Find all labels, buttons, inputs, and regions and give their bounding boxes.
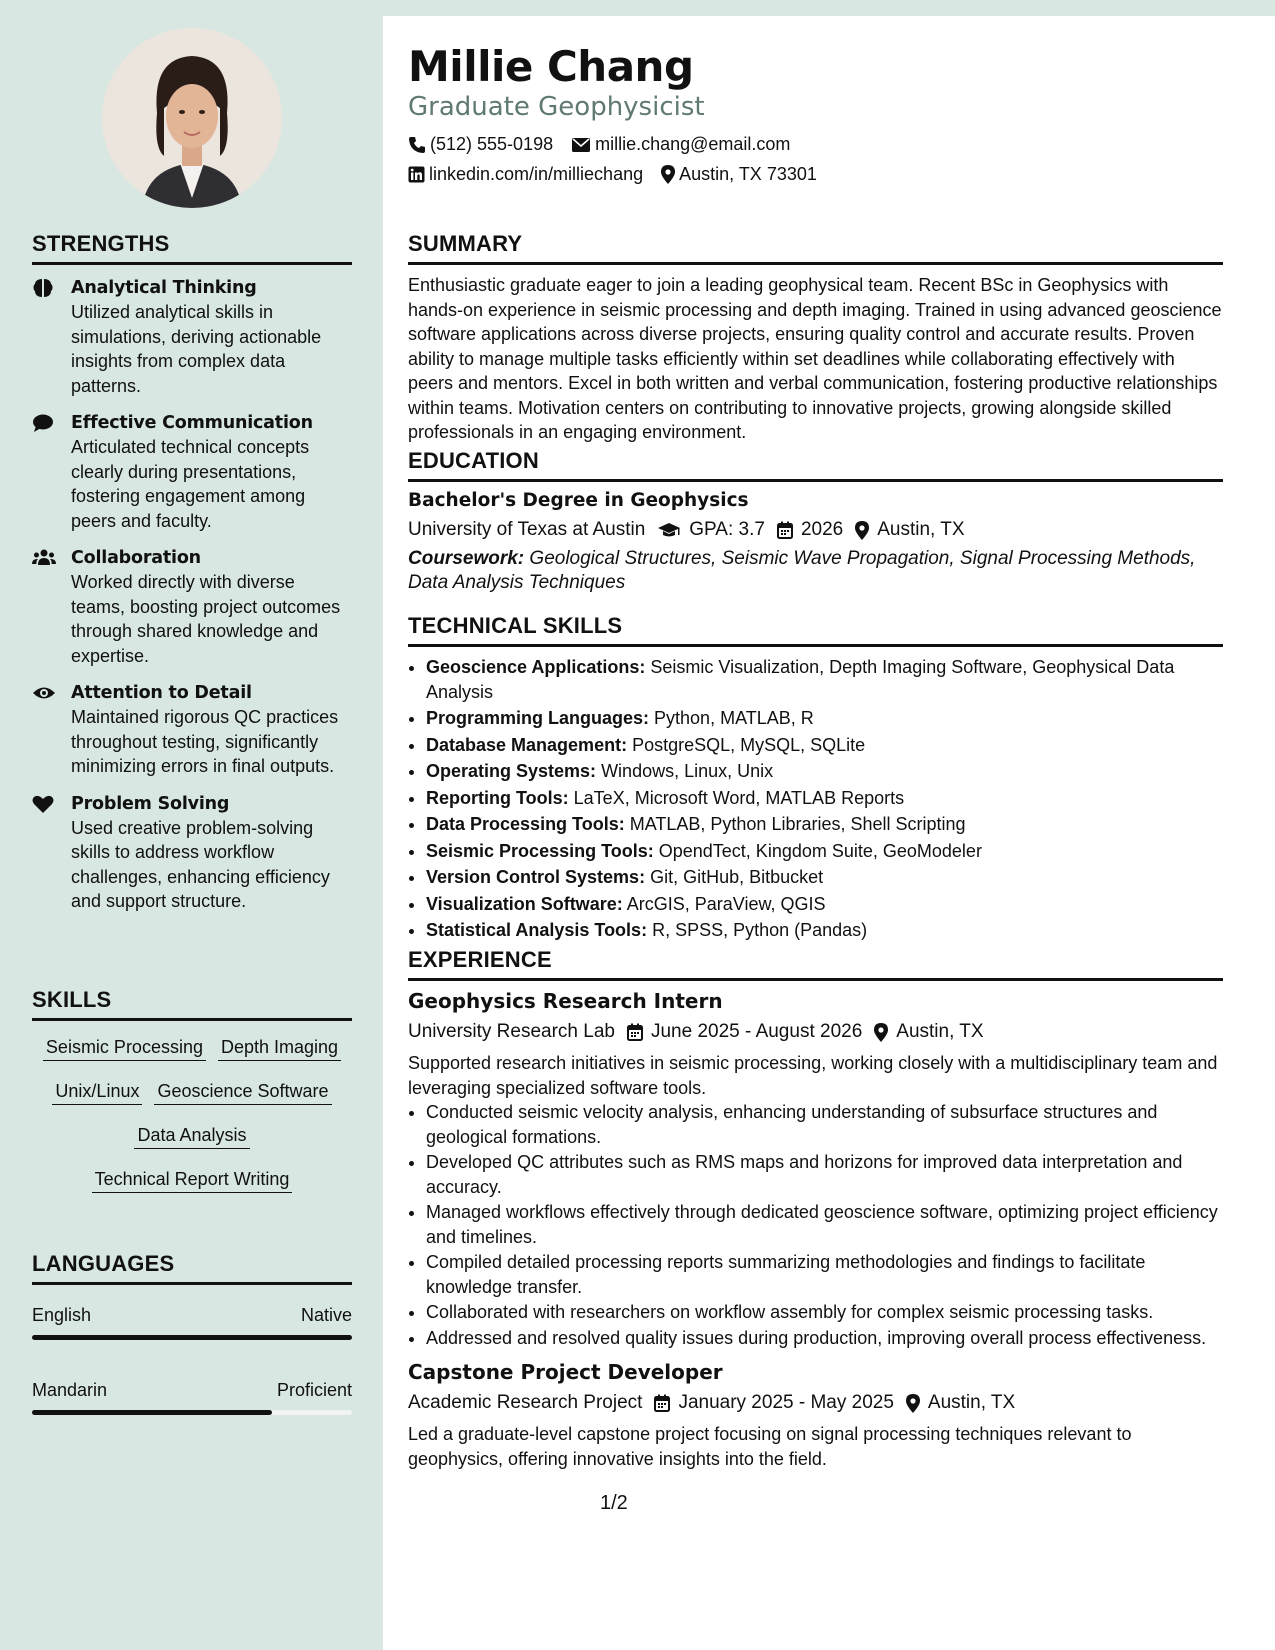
map-pin-icon <box>661 165 675 184</box>
summary-title: SUMMARY <box>408 231 1223 265</box>
job-title: Capstone Project Developer <box>408 1360 723 1384</box>
email-text: millie.chang@email.com <box>595 134 791 154</box>
main-content <box>383 16 1275 1650</box>
strength-item <box>32 682 352 779</box>
contact-row <box>408 164 835 185</box>
skill-label: Database Management: <box>426 734 628 755</box>
language-bar <box>32 1410 352 1415</box>
map-pin-icon <box>874 1023 888 1042</box>
languages-section <box>32 1251 352 1415</box>
education-meta <box>408 519 1223 541</box>
linkedin-item[interactable] <box>408 164 643 185</box>
calendar-icon <box>627 1023 643 1041</box>
list-item <box>426 892 1223 917</box>
language-item <box>32 1380 352 1415</box>
education-title: EDUCATION <box>408 448 1223 482</box>
job-dates: June 2025 - August 2026 <box>650 1021 863 1042</box>
list-item <box>426 786 1223 811</box>
job-org: University Research Lab <box>408 1021 615 1042</box>
strength-title: Problem Solving <box>71 793 230 814</box>
job-location: Austin, TX <box>896 1021 984 1042</box>
strength-desc: Used creative problem-solving skills to address workflow challenges, enhancing efficiency and support structure. <box>71 817 330 911</box>
strength-item <box>32 793 352 914</box>
list-item <box>426 706 1223 731</box>
experience-title: EXPERIENCE <box>408 947 1223 981</box>
job-meta <box>396 1021 1223 1043</box>
strengths-title: STRENGTHS <box>32 231 352 265</box>
strength-item <box>32 547 352 668</box>
heart-icon <box>32 794 56 816</box>
list-item <box>426 812 1223 837</box>
linkedin-icon <box>408 166 425 183</box>
linkedin-text: linkedin.com/in/milliechang <box>429 164 644 184</box>
graduation-cap-icon <box>657 521 681 539</box>
list-item: • Developed QC attributes such as RMS maps and horizons for improved data interpretation and accuracy. <box>426 1150 1223 1199</box>
skill-value: OpendTect, Kingdom Suite, GeoModeler <box>653 840 982 861</box>
skill-tag: Geoscience Software <box>154 1079 331 1105</box>
coursework <box>408 547 1223 595</box>
email-item[interactable] <box>571 134 790 155</box>
job-dates: January 2025 - May 2025 <box>678 1392 894 1413</box>
map-pin-icon <box>906 1394 920 1413</box>
language-bar <box>32 1335 352 1340</box>
strength-desc: Worked directly with diverse teams, boosting project outcomes through shared knowledge and expertise. <box>71 572 341 666</box>
skill-label: Statistical Analysis Tools: <box>426 920 648 940</box>
skill-value: Windows, Linux, Unix <box>596 761 774 781</box>
year-text: 2026 <box>800 519 844 540</box>
contact-row <box>408 134 808 155</box>
job-location: Austin, TX <box>927 1392 1016 1413</box>
coursework-text: Geological Structures, Seismic Wave Propagation, Signal Processing Methods, Data Analysis Techniques <box>408 548 1196 593</box>
job-org: Academic Research Project <box>408 1392 643 1413</box>
people-icon <box>32 548 56 570</box>
skill-label: Operating Systems: <box>426 761 597 781</box>
location-item <box>661 164 817 185</box>
job-title: Geophysics Research Intern <box>408 989 723 1013</box>
education-location: Austin, TX <box>877 519 965 540</box>
skill-label: Version Control Systems: <box>426 867 646 887</box>
list-item: • Addressed and resolved quality issues during production, improving overall process effectiveness. <box>426 1326 1223 1351</box>
skill-tag: Unix/Linux <box>52 1079 142 1105</box>
skill-tag: Seismic Processing <box>43 1035 206 1061</box>
location-text: Austin, TX 73301 <box>679 164 817 184</box>
calendar-icon <box>777 521 793 539</box>
list-item <box>426 733 1223 758</box>
sidebar <box>0 0 383 1650</box>
skill-label: Programming Languages: <box>426 708 650 728</box>
list-item: • Collaborated with researchers on workflow assembly for complex seismic processing tasks. <box>426 1300 1223 1325</box>
skill-value: MATLAB, Python Libraries, Shell Scripting <box>624 814 966 834</box>
technical-skills-section <box>408 613 1223 945</box>
skill-label: Reporting Tools: <box>426 787 569 808</box>
job-entry <box>408 1360 1223 1471</box>
skill-tag: Depth Imaging <box>218 1035 341 1061</box>
skill-value: PostgreSQL, MySQL, SQLite <box>627 734 866 755</box>
language-level: Native <box>300 1305 352 1325</box>
strength-title: Analytical Thinking <box>71 278 257 298</box>
language-name: Mandarin <box>32 1380 108 1400</box>
eye-icon <box>32 683 56 705</box>
skill-label: Geoscience Applications: <box>426 657 646 677</box>
skill-label: Data Processing Tools: <box>426 814 625 834</box>
job-bullets <box>408 1100 1223 1350</box>
degree-title: Bachelor's Degree in Geophysics <box>408 490 749 511</box>
job-entry <box>408 989 1223 1350</box>
technical-skills-title: TECHNICAL SKILLS <box>408 613 1223 647</box>
skill-value: Python, MATLAB, R <box>649 708 814 728</box>
map-pin-icon <box>855 521 869 540</box>
phone-text: (512) 555-0198 <box>430 134 554 154</box>
strength-title: Collaboration <box>71 548 201 568</box>
languages-title: LANGUAGES <box>32 1251 352 1285</box>
candidate-role: Graduate Geophysicist <box>408 92 705 122</box>
list-item: • Managed workflows effectively through dedicated geoscience software, optimizing project efficiency and timelines. <box>426 1200 1223 1249</box>
skill-value: LaTeX, Microsoft Word, MATLAB Reports <box>568 787 905 808</box>
list-item <box>426 759 1223 784</box>
skills-list <box>32 1035 352 1211</box>
strength-title: Effective Communication <box>71 413 313 433</box>
strength-desc: Utilized analytical skills in simulations, deriving actionable insights from complex data patterns. <box>71 302 322 396</box>
school-name: University of Texas at Austin <box>408 519 646 540</box>
strength-item <box>32 277 352 398</box>
job-description: Led a graduate-level capstone project focusing on signal processing techniques relevant to geophysics, offering innovative insights into the field. <box>408 1424 1132 1469</box>
list-item <box>426 918 1223 943</box>
speech-bubble-icon <box>32 413 56 435</box>
skill-label: Visualization Software: <box>426 893 623 914</box>
strength-desc: Maintained rigorous QC practices throughout testing, significantly minimizing errors in final outputs. <box>71 707 339 776</box>
summary-text: Enthusiastic graduate eager to join a leading geophysical team. Recent BSc in Geophysics with hands-on experience in seismic processing and depth imaging. Trained in using advanced geoscience software applications across diverse projects, ensuring quality control and accurate results. Proven ability to manage multiple tasks efficiently within set deadlines while collaborating effectively with peers and mentors. Excel in both written and verbal communication, fostering productive relationships within teams. Motivation centers on contributing to innovative projects, growing alongside skilled professionals in an engaging environment. <box>408 275 1222 442</box>
language-level: Proficient <box>276 1380 352 1400</box>
brain-icon <box>32 278 56 300</box>
phone-item[interactable] <box>408 134 553 155</box>
summary-section <box>408 231 1223 445</box>
list-item <box>426 865 1223 890</box>
strength-item <box>32 412 352 533</box>
list-item <box>426 655 1223 704</box>
technical-skills-list <box>408 655 1223 943</box>
skill-tag: Technical Report Writing <box>92 1167 293 1193</box>
envelope-icon <box>571 137 591 153</box>
skills-title: SKILLS <box>32 987 352 1021</box>
language-bar-fill <box>32 1410 272 1415</box>
profile-photo <box>102 28 282 208</box>
candidate-name: Millie Chang <box>408 42 694 91</box>
job-meta <box>396 1392 1223 1414</box>
education-section <box>408 448 1223 595</box>
language-bar-fill <box>32 1335 352 1340</box>
skill-value: R, SPSS, Python (Pandas) <box>647 920 868 940</box>
strength-title: Attention to Detail <box>71 683 252 703</box>
gpa-text: GPA: 3.7 <box>689 519 765 540</box>
skill-tag: Data Analysis <box>134 1123 249 1149</box>
skill-value: ArcGIS, ParaView, QGIS <box>622 893 826 914</box>
skill-label: Seismic Processing Tools: <box>426 840 654 861</box>
coursework-label: Coursework: <box>408 548 525 569</box>
list-item: • Conducted seismic velocity analysis, enhancing understanding of subsurface structures and geological formations. <box>426 1100 1223 1149</box>
list-item: • Compiled detailed processing reports summarizing methodologies and findings to facilitate knowledge transfer. <box>426 1250 1223 1299</box>
job-description: Supported research initiatives in seismic processing, working closely with a multidisciplinary team and leveraging specialized software tools. <box>408 1053 1218 1098</box>
page-number: 1/2 <box>600 1492 628 1514</box>
list-item <box>426 839 1223 864</box>
phone-icon <box>408 136 426 154</box>
experience-section <box>408 947 1223 1471</box>
skills-section <box>32 987 352 1211</box>
language-name: English <box>32 1305 92 1325</box>
calendar-icon <box>654 1394 670 1412</box>
strengths-section <box>32 231 352 914</box>
skill-value: Git, GitHub, Bitbucket <box>645 867 824 887</box>
skill-value: Seismic Visualization, Depth Imaging Software, Geophysical Data Analysis <box>426 657 1175 702</box>
language-item <box>32 1305 352 1340</box>
strength-desc: Articulated technical concepts clearly during presentations, fostering engagement among peers and faculty. <box>71 437 310 531</box>
